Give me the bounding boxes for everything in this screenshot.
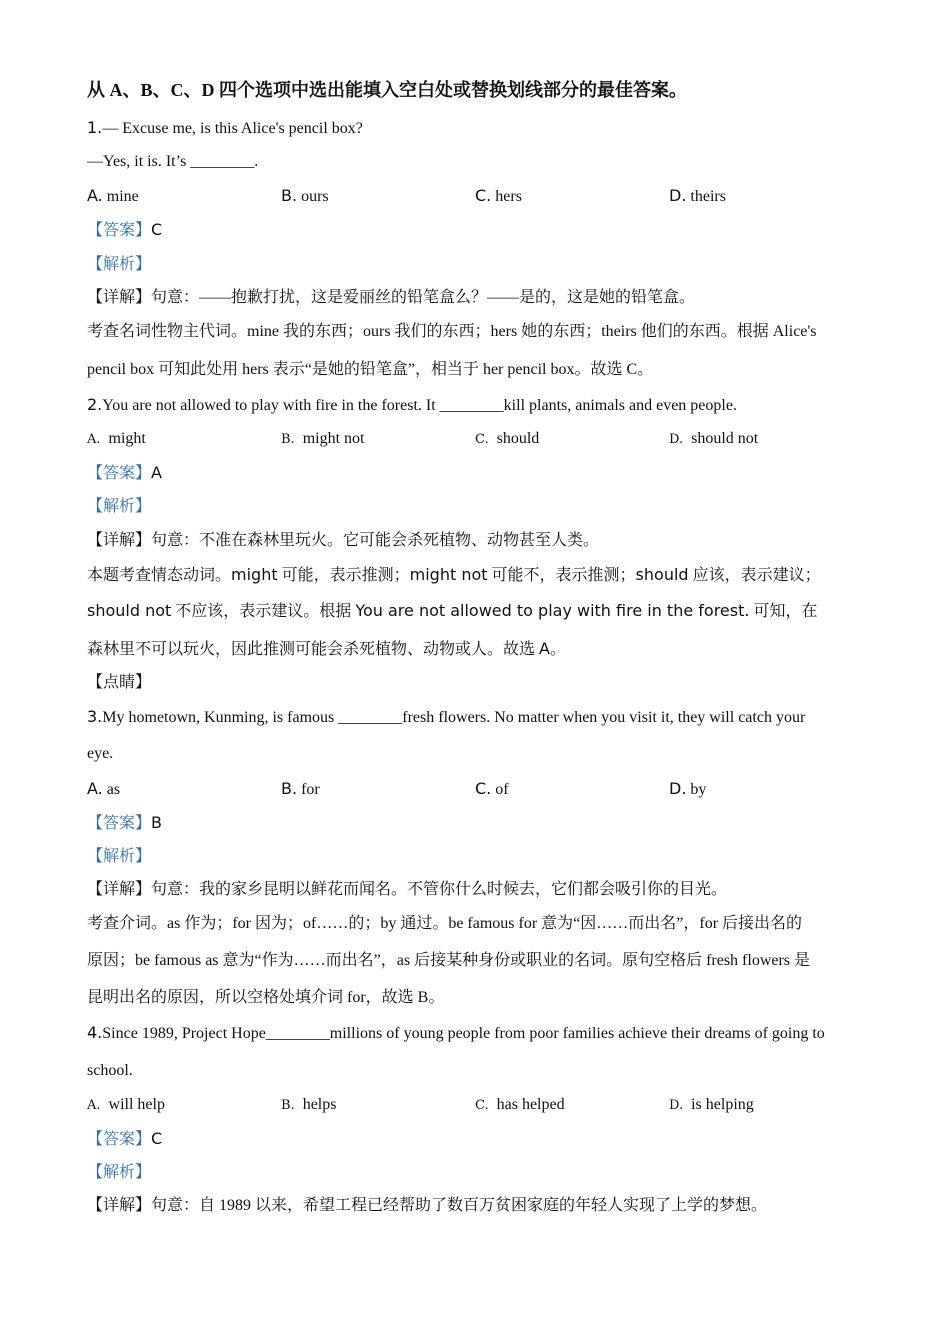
question-2-explanation-line2: should not 不应该，表示建议。根据 You are not allowed to play with fire in the forest. 可知，在 (87, 601, 818, 620)
question-1-explanation-line2: pencil box 可知此处用 hers 表示“是她的铅笔盒”，相当于 her pencil box。故选 C。 (87, 361, 654, 378)
question-1-option-b: B. ours (281, 186, 329, 205)
question-1-option-d: D. theirs (669, 186, 726, 205)
question-1-number: 1. (87, 118, 103, 137)
question-2-detail: 【详解】句意：不准在森林里玩火。它可能会杀死植物、动物甚至人类。 (87, 532, 600, 549)
question-1-line1: — Excuse me, is this Alice's pencil box? (102, 120, 363, 137)
question-2-option-b: B. might not (281, 430, 365, 447)
question-4-stem-line2: school. (87, 1062, 133, 1079)
question-3-detail: 【详解】句意：我的家乡昆明以鲜花而闻名。不管你什么时候去，它们都会吸引你的目光。 (87, 881, 728, 898)
question-3-stem-line2: eye. (87, 745, 114, 762)
question-3-explanation-line2: 原因；be famous as 意为“作为……而出名”，as 后接某种身份或职业的名词。原句空格后 fresh flowers 是 (87, 952, 811, 969)
question-3-explanation-line3: 昆明出名的原因，所以空格处填介词 for，故选 B。 (87, 989, 445, 1006)
question-3-stem-line1: 3.My hometown, Kunming, is famous ________fresh flowers. No matter when you visit it, they will catch your (87, 707, 806, 726)
question-2-stem: 2.You are not allowed to play with fire in the forest. It ________kill plants, animals and even people. (87, 395, 737, 414)
question-4-analysis-label: 【解析】 (87, 1164, 152, 1181)
question-2-answer: 【答案】A (87, 463, 162, 482)
question-2-option-d: D. should not (669, 430, 759, 447)
question-3-option-d: D. by (669, 779, 707, 798)
question-1-analysis-label: 【解析】 (87, 256, 152, 273)
question-2-explanation-line1: 本题考查情态动词。might 可能，表示推测；might not 可能不，表示推测；should 应该，表示建议； (87, 565, 821, 584)
question-4-option-a: A. will help (87, 1096, 165, 1113)
question-1-stem (87, 118, 363, 139)
question-3-answer: 【答案】B (87, 813, 162, 832)
question-2-comment-label: 【点睛】 (87, 674, 152, 691)
question-3-option-c: C. of (475, 779, 509, 798)
question-4-option-c: C. has helped (475, 1096, 565, 1113)
question-1-option-c: C. hers (475, 186, 522, 205)
question-3-option-a: A. as (87, 779, 121, 798)
question-3-option-b: B. for (281, 779, 320, 798)
question-1-line2: —Yes, it is. It’s ________. (87, 153, 259, 170)
question-4-answer: 【答案】C (87, 1129, 163, 1148)
question-2-option-c: C. should (475, 430, 540, 447)
question-3-analysis-label: 【解析】 (87, 848, 152, 865)
question-1-option-a: A. mine (87, 186, 139, 205)
question-1-answer: 【答案】C (87, 220, 163, 239)
question-3-explanation-line1: 考查介词。as 作为；for 因为；of……的；by 通过。be famous for 意为“因……而出名”，for 后接出名的 (87, 915, 803, 932)
section-heading: 从 A、B、C、D 四个选项中选出能填入空白处或替换划线部分的最佳答案。 (87, 80, 687, 100)
question-2-explanation-line3: 森林里不可以玩火，因此推测可能会杀死植物、动物或人。故选 A。 (87, 639, 566, 658)
question-4-detail: 【详解】句意：自 1989 以来，希望工程已经帮助了数百万贫困家庭的年轻人实现了上学的梦想。 (87, 1197, 768, 1214)
question-4-option-b: B. helps (281, 1096, 337, 1113)
question-4-option-d: D. is helping (669, 1096, 754, 1113)
question-2-option-a: A. might (87, 430, 146, 447)
question-1-detail: 【详解】句意：——抱歉打扰，这是爱丽丝的铅笔盒么？——是的，这是她的铅笔盒。 (87, 289, 696, 306)
question-2-analysis-label: 【解析】 (87, 498, 152, 515)
question-1-explanation-line1: 考查名词性物主代词。mine 我的东西；ours 我们的东西；hers 她的东西；theirs 他们的东西。根据 Alice's (87, 323, 817, 340)
question-4-stem-line1: 4.Since 1989, Project Hope________millions of young people from poor families achieve their dreams of going to (87, 1023, 825, 1042)
